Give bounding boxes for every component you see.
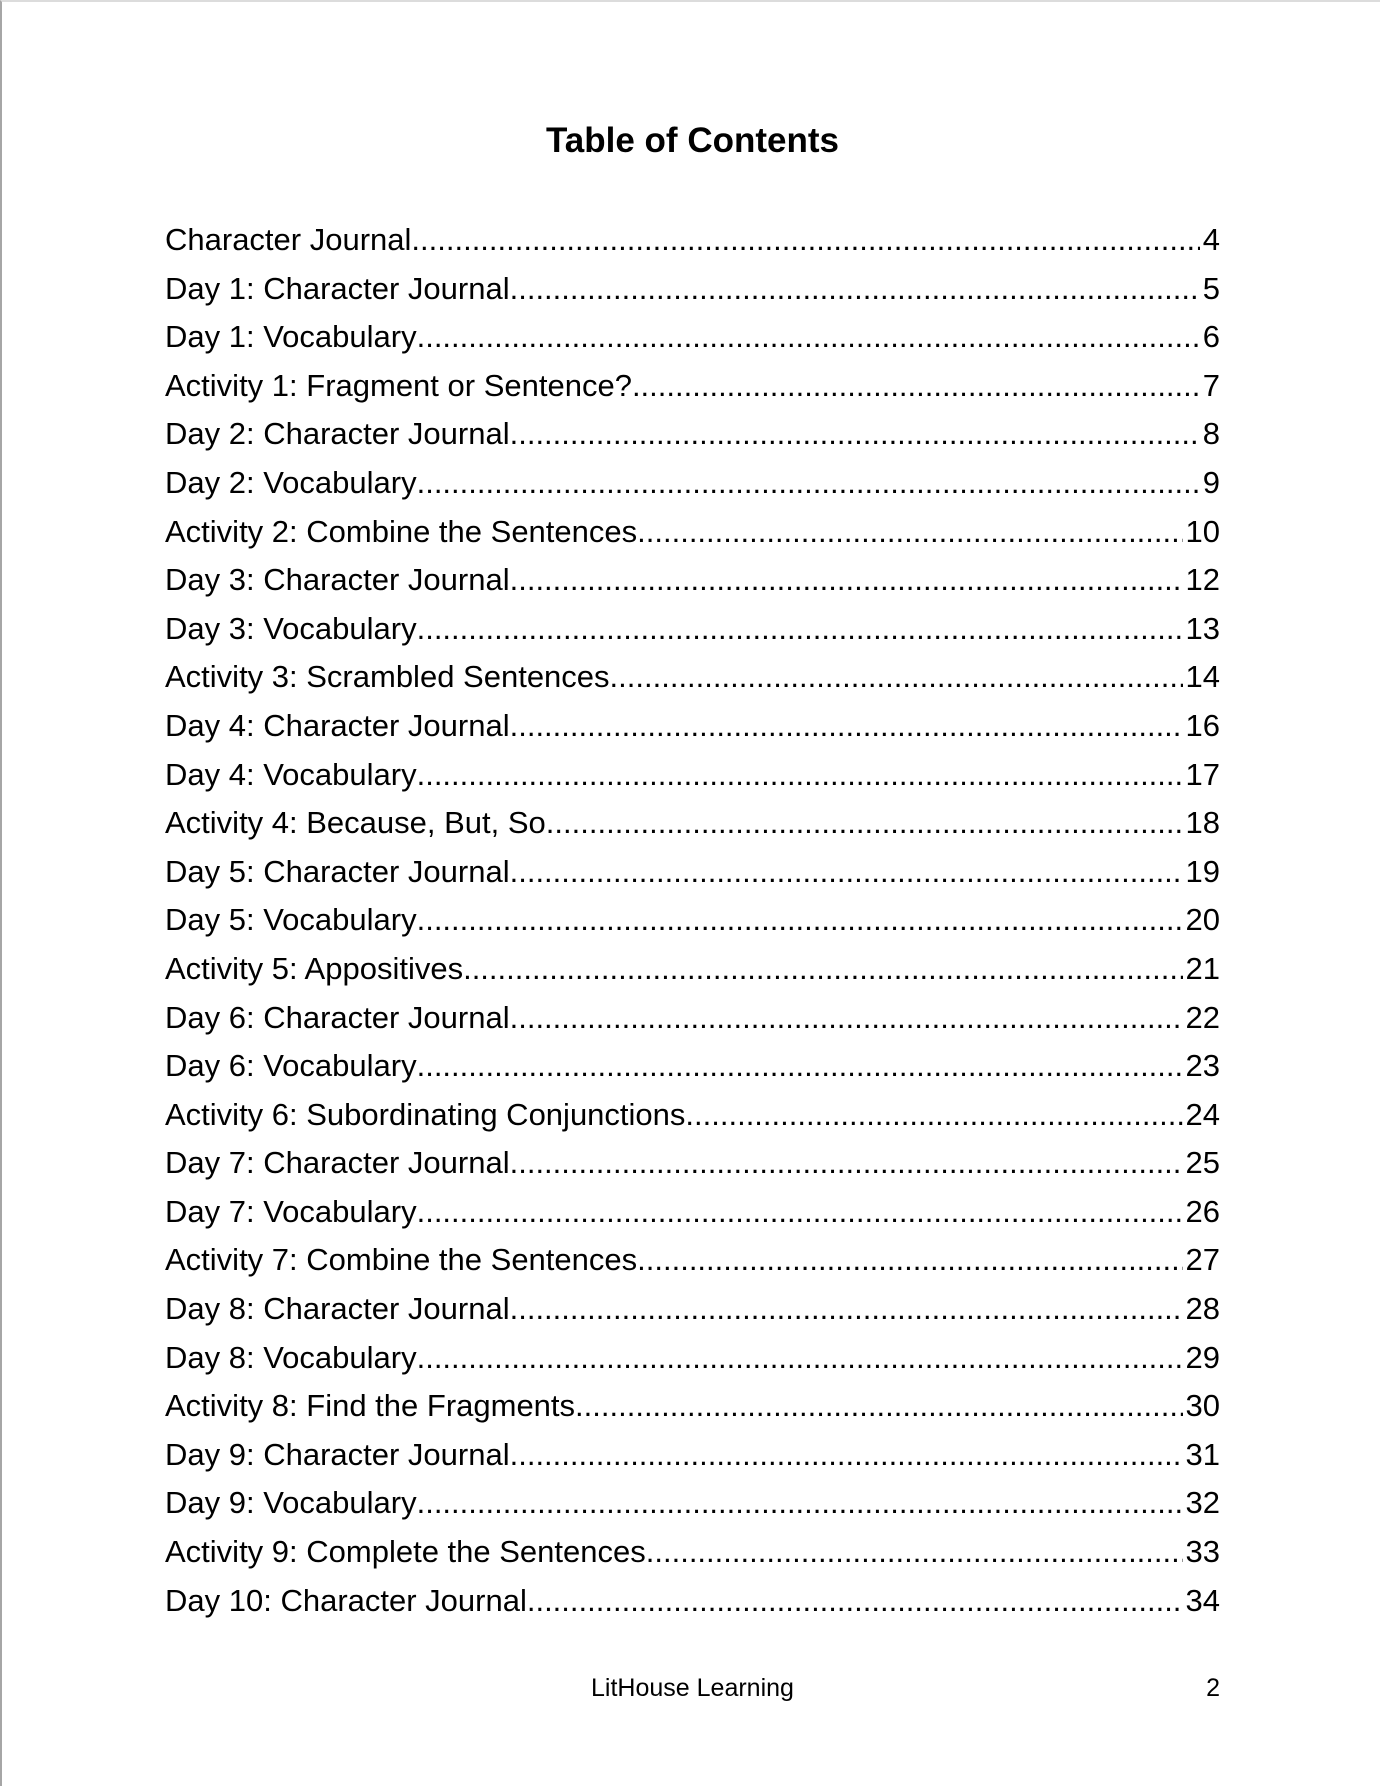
- toc-leader-dots: [417, 1334, 1183, 1383]
- toc-entry-label: Day 1: Vocabulary: [165, 319, 417, 355]
- toc-entry[interactable]: [165, 994, 1220, 1043]
- toc-leader-dots: [685, 1091, 1182, 1140]
- toc-entry[interactable]: [165, 1285, 1220, 1334]
- toc-entry-label: Day 1: Character Journal: [165, 270, 510, 306]
- toc-entry[interactable]: [165, 265, 1220, 314]
- toc-entry[interactable]: [165, 1577, 1220, 1626]
- toc-entry[interactable]: [165, 1091, 1220, 1140]
- toc-entry[interactable]: [165, 1431, 1220, 1480]
- toc-leader-dots: [510, 265, 1200, 314]
- toc-leader-dots: [417, 1188, 1183, 1237]
- toc-entry-label: Day 3: Character Journal: [165, 562, 510, 598]
- toc-leader-dots: [510, 1431, 1183, 1480]
- toc-leader-dots: [417, 313, 1200, 362]
- toc-entry[interactable]: [165, 1236, 1220, 1285]
- toc-entry-page: 29: [1185, 1339, 1220, 1375]
- page-title: Table of Contents: [546, 121, 839, 160]
- toc-entry-page: 16: [1185, 707, 1220, 743]
- toc-entry-page: 7: [1202, 367, 1220, 403]
- toc-entry-label: Activity 8: Find the Fragments: [165, 1388, 576, 1424]
- toc-entry-page: 24: [1185, 1096, 1220, 1132]
- toc-entry[interactable]: [165, 410, 1220, 459]
- toc-leader-dots: [417, 896, 1183, 945]
- toc-entry-label: Activity 5: Appositives: [165, 950, 464, 986]
- toc-entry-page: 22: [1185, 999, 1220, 1035]
- toc-leader-dots: [527, 1577, 1183, 1626]
- toc-entry[interactable]: [165, 459, 1220, 508]
- toc-entry-label: Activity 1: Fragment or Sentence?: [165, 367, 632, 403]
- toc-entry-label: Activity 4: Because, But, So: [165, 805, 546, 841]
- toc-entry-page: 8: [1202, 416, 1220, 452]
- toc-entry-page: 14: [1185, 659, 1220, 695]
- toc-entry[interactable]: [165, 945, 1220, 994]
- toc-entry[interactable]: [165, 653, 1220, 702]
- toc-leader-dots: [575, 1382, 1182, 1431]
- toc-entry[interactable]: [165, 799, 1220, 848]
- page-footer: [165, 1673, 1220, 1703]
- toc-entry[interactable]: [165, 848, 1220, 897]
- toc-entry-page: 23: [1185, 1048, 1220, 1084]
- toc-entry-page: 30: [1185, 1388, 1220, 1424]
- toc-entry-page: 19: [1185, 853, 1220, 889]
- toc-entry-page: 21: [1185, 950, 1220, 986]
- toc-leader-dots: [510, 848, 1183, 897]
- toc-entry-page: 18: [1185, 805, 1220, 841]
- footer-brand: LitHouse Learning: [591, 1674, 794, 1702]
- toc-entry-label: Activity 2: Combine the Sentences: [165, 513, 638, 549]
- toc-leader-dots: [646, 1528, 1183, 1577]
- toc-entry-label: Activity 9: Complete the Sentences: [165, 1534, 646, 1570]
- toc-entry[interactable]: [165, 702, 1220, 751]
- toc-entry-label: Day 9: Vocabulary: [165, 1485, 417, 1521]
- toc-entry-label: Day 7: Character Journal: [165, 1145, 510, 1181]
- toc-entry-label: Day 4: Vocabulary: [165, 756, 417, 792]
- toc-leader-dots: [510, 1285, 1183, 1334]
- toc-leader-dots: [510, 994, 1183, 1043]
- toc-entry-page: 5: [1202, 270, 1220, 306]
- toc-entry-label: Character Journal: [165, 222, 412, 257]
- toc-entry-page: 34: [1185, 1582, 1220, 1618]
- toc-entry[interactable]: [165, 1042, 1220, 1091]
- toc-entry-label: Day 9: Character Journal: [165, 1436, 510, 1472]
- toc-entry-page: 28: [1185, 1291, 1220, 1327]
- toc-entry[interactable]: [165, 1528, 1220, 1577]
- toc-leader-dots: [632, 362, 1200, 411]
- toc-entry-label: Day 3: Vocabulary: [165, 610, 417, 646]
- toc-entry[interactable]: [165, 216, 1220, 265]
- toc-list: [165, 216, 1220, 1625]
- toc-entry-page: 20: [1185, 902, 1220, 938]
- toc-entry-label: Activity 7: Combine the Sentences: [165, 1242, 638, 1278]
- toc-entry-label: Day 8: Character Journal: [165, 1291, 510, 1327]
- toc-leader-dots: [610, 653, 1183, 702]
- toc-entry-label: Activity 3: Scrambled Sentences: [165, 659, 610, 695]
- toc-entry-page: 27: [1185, 1242, 1220, 1278]
- toc-leader-dots: [637, 1236, 1182, 1285]
- toc-leader-dots: [417, 1479, 1183, 1528]
- toc-leader-dots: [417, 459, 1200, 508]
- toc-entry-label: Day 5: Vocabulary: [165, 902, 417, 938]
- toc-entry-label: Day 2: Vocabulary: [165, 464, 417, 500]
- toc-entry[interactable]: [165, 1382, 1220, 1431]
- toc-entry-label: Day 5: Character Journal: [165, 853, 510, 889]
- toc-entry-label: Day 2: Character Journal: [165, 416, 510, 452]
- toc-entry[interactable]: [165, 1139, 1220, 1188]
- toc-leader-dots: [463, 945, 1182, 994]
- toc-leader-dots: [637, 508, 1182, 557]
- toc-entry[interactable]: [165, 605, 1220, 654]
- toc-entry[interactable]: [165, 751, 1220, 800]
- toc-entry-page: 6: [1202, 319, 1220, 355]
- toc-entry-label: Day 10: Character Journal: [165, 1582, 527, 1618]
- toc-entry-page: 26: [1185, 1193, 1220, 1229]
- toc-entry-label: Day 6: Vocabulary: [165, 1048, 417, 1084]
- toc-leader-dots: [411, 216, 1199, 265]
- toc-leader-dots: [417, 751, 1183, 800]
- toc-entry[interactable]: [165, 556, 1220, 605]
- toc-entry[interactable]: [165, 1479, 1220, 1528]
- toc-leader-dots: [510, 702, 1183, 751]
- footer-page-number: 2: [1206, 1674, 1220, 1702]
- toc-leader-dots: [417, 605, 1183, 654]
- toc-entry-page: 9: [1202, 464, 1220, 500]
- toc-entry-page: 32: [1185, 1485, 1220, 1521]
- toc-entry-page: 13: [1185, 610, 1220, 646]
- toc-entry[interactable]: [165, 508, 1220, 557]
- toc-entry-page: 31: [1185, 1436, 1220, 1472]
- toc-entry-page: 4: [1202, 222, 1220, 257]
- toc-entry-label: Day 6: Character Journal: [165, 999, 510, 1035]
- toc-entry[interactable]: [165, 1334, 1220, 1383]
- toc-entry-label: Day 4: Character Journal: [165, 707, 510, 743]
- toc-entry-label: Activity 6: Subordinating Conjunctions: [165, 1096, 686, 1132]
- toc-entry[interactable]: [165, 1188, 1220, 1237]
- toc-leader-dots: [510, 556, 1183, 605]
- toc-leader-dots: [510, 410, 1200, 459]
- toc-entry-page: 17: [1185, 756, 1220, 792]
- toc-entry-page: 10: [1185, 513, 1220, 549]
- toc-entry[interactable]: [165, 896, 1220, 945]
- toc-entry-page: 12: [1185, 562, 1220, 598]
- toc-leader-dots: [546, 799, 1183, 848]
- toc-entry-page: 33: [1185, 1534, 1220, 1570]
- toc-entry-page: 25: [1185, 1145, 1220, 1181]
- toc-entry[interactable]: [165, 362, 1220, 411]
- toc-leader-dots: [417, 1042, 1183, 1091]
- toc-entry[interactable]: [165, 313, 1220, 362]
- toc-entry-label: Day 7: Vocabulary: [165, 1193, 417, 1229]
- toc-leader-dots: [510, 1139, 1183, 1188]
- toc-entry-label: Day 8: Vocabulary: [165, 1339, 417, 1375]
